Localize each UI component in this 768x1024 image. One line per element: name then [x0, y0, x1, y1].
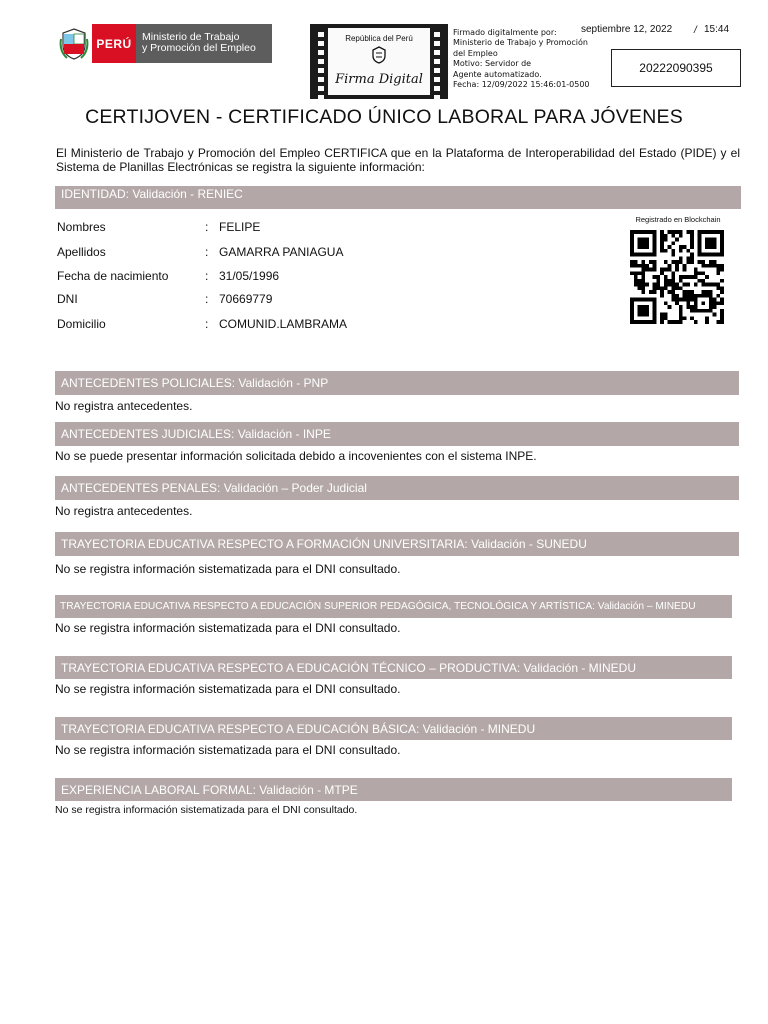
- section-note-university: No se registra información sistematizada para el DNI consultado.: [55, 562, 401, 576]
- seal-label: Firma Digital: [335, 72, 423, 87]
- section-heading-work-experience: EXPERIENCIA LABORAL FORMAL: Validación - MTPE: [55, 778, 732, 801]
- ministry-logo: [56, 24, 272, 63]
- section-note-judicial: No se puede presentar información solicitada debido a incovenientes con el sistema INPE.: [55, 449, 537, 463]
- section-note-higher-education: No se registra información sistematizada para el DNI consultado.: [55, 621, 401, 635]
- page-title: CERTIJOVEN - CERTIFICADO ÚNICO LABORAL PARA JÓVENES: [85, 106, 683, 128]
- intro-paragraph: El Ministerio de Trabajo y Promoción del Empleo CERTIFICA que en la Plataforma de Interoperabilidad del Estado (PIDE) y el Sistema de Planillas Electrónicas se registra la siguiente información:: [56, 146, 740, 174]
- section-heading-identity: IDENTIDAD: Validación - RENIEC: [55, 186, 741, 209]
- seal-crest-icon: [328, 46, 430, 67]
- issue-date: septiembre 12, 2022: [581, 24, 673, 35]
- section-note-basic-education: No se registra información sistematizada para el DNI consultado.: [55, 743, 401, 757]
- section-heading-technical: TRAYECTORIA EDUCATIVA RESPECTO A EDUCACIÓN TÉCNICO – PRODUCTIVA: Validación - MINEDU: [55, 656, 732, 679]
- logo-country: PERÚ: [92, 24, 136, 63]
- qr-code-icon[interactable]: [627, 230, 727, 324]
- section-note-police: No registra antecedentes.: [55, 399, 193, 413]
- section-heading-penal: ANTECEDENTES PENALES: Validación – Poder Judicial: [55, 476, 739, 500]
- section-heading-university: TRAYECTORIA EDUCATIVA RESPECTO A FORMACIÓN UNIVERSITARIA: Validación - SUNEDU: [55, 532, 739, 556]
- issue-time: 15:44: [704, 24, 730, 35]
- section-heading-basic-education: TRAYECTORIA EDUCATIVA RESPECTO A EDUCACIÓN BÁSICA: Validación - MINEDU: [55, 717, 732, 740]
- section-heading-judicial: ANTECEDENTES JUDICIALES: Validación - INPE: [55, 422, 739, 446]
- section-note-work-experience: No se registra información sistematizada para el DNI consultado.: [55, 804, 358, 816]
- section-note-penal: No registra antecedentes.: [55, 504, 193, 518]
- section-heading-higher-education: TRAYECTORIA EDUCATIVA RESPECTO A EDUCACIÓN SUPERIOR PEDAGÓGICA, TECNOLÓGICA Y ARTÍSTICA: Validación – MINEDU: [55, 595, 732, 618]
- section-note-technical: No se registra información sistematizada para el DNI consultado.: [55, 682, 401, 696]
- section-heading-police: ANTECEDENTES POLICIALES: Validación - PNP: [55, 371, 739, 395]
- certificate-code: 20222090395: [611, 49, 741, 87]
- blockchain-label: Registrado en Blockchain: [635, 215, 721, 224]
- logo-ministry-name: Ministerio de Trabajo y Promoción del Empleo: [136, 24, 272, 63]
- coat-of-arms-icon: [56, 24, 92, 63]
- signature-details: Firmado digitalmente por: Ministerio de Trabajo y Promoción del Empleo Motivo: Servidor de Agente automatizado. Fecha: 12/09/2022 15:46:01-0500: [453, 28, 590, 90]
- digital-signature-seal: [310, 24, 448, 99]
- seal-republic: República del Perú: [345, 34, 413, 43]
- date-separator: /: [694, 25, 697, 36]
